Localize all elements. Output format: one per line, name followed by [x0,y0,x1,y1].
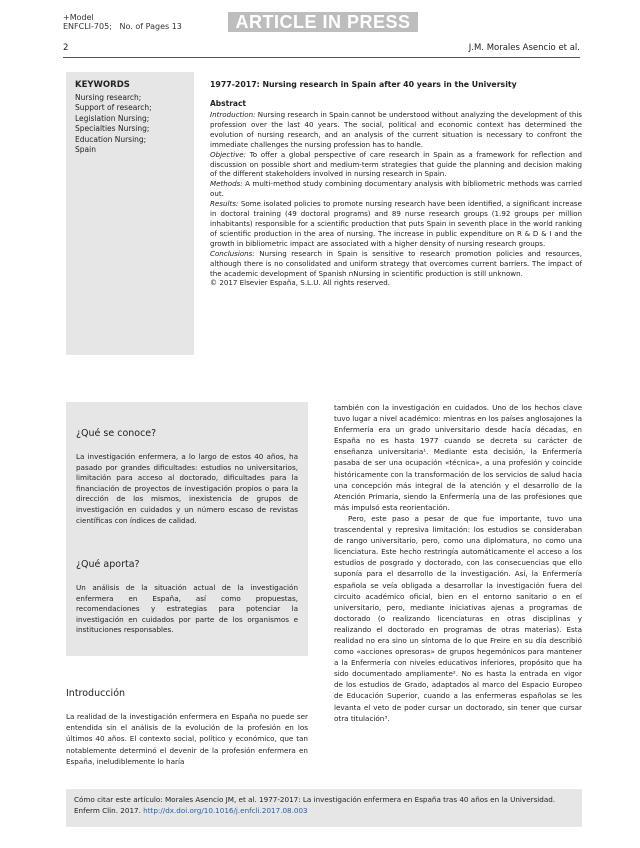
keywords-list [75,93,152,155]
model-label: +Model [63,13,94,22]
abstract-methods: Methods: A multi-method study combining documentary analysis with bibliometric methods was carried out. [210,179,582,199]
running-authors: J.M. Morales Asencio et al. [468,43,580,53]
body-paragraph: también con la investigación en cuidados. Uno de los hechos clave tuvo lugar a nivel académico: mientras en los países anglosajones la Enfermería era un grado universitario desde hacía décadas, en España no es hasta 1977 cuando se decreta su carácter de enseñanza universitaria¹. Mediante esta decisión, la Enfermería pasaba de ser una ocupación «técnica», a una profesión y coincide históricamente con la transformación de los servicios de salud hacia una concepción más integral de la atención y el desarrollo de la Atención Primaria, siendo la Enfermería una de las profesiones que más impulsó esta reorientación. [334,403,582,512]
keyword-item: Nursing research; [75,93,142,102]
introduction-heading: Introducción [66,688,126,699]
article-in-press-banner [228,12,418,32]
copyright-line: © 2017 Elsevier España, S.L.U. All rights reserved. [210,278,391,288]
abstract-conclusions: Conclusions: Nursing research in Spain is sensitive to research promotion policies and resources, although there is no consolidated and uniform strategy that overcomes current barriers. The impact of the academic development of Spanish nNursing in scientific production is still unknown. [210,248,582,278]
keyword-item: Specialties Nursing; [75,124,150,134]
known-text: La investigación enfermera, a lo largo de estos 40 años, ha pasado por grandes dificultades: estudios no universitarios, limitación para acceso al doctorado, dificultades para la financiación de proyectos de investigación propios o para la dirección de los mismos, inexistencia de grupos de investigación en cuidados y un número escaso de revistas científicas con índices de calidad. [76,452,298,525]
keyword-item: Legislation Nursing; [75,113,150,123]
summary-box [66,402,308,656]
page-count: No. of Pages 13 [119,22,182,31]
body-right-column [334,402,582,724]
header-divider [63,57,580,58]
page-number: 2 [63,43,69,53]
doi-link[interactable]: http://dx.doi.org/10.1016/j.enfcli.2017.08.003 [143,806,308,815]
keywords-box [66,72,194,355]
article-ref: ENFCLI-705; [63,22,112,31]
citation-text: Cómo citar este artículo: Morales Asencio JM, et al. 1977-2017: La investigación enfermera en España tras 40 años en la Universidad. Enferm Clin. 2017. http://dx.doi.org/10.1016/j.enfcli.2017.08.003 [74,795,556,815]
abstract-heading: Abstract [210,99,247,108]
adds-text: Un análisis de la situación actual de la investigación enfermera en España, así como propuestas, recomendaciones y estrategias para potenciar la investigación en cuidados por parte de los organismos e instituciones responsables. [76,583,298,635]
introduction-paragraph: La realidad de la investigación enfermera en España no puede ser entendida sin el análisis de la evolución de la profesión en los últimos 40 años. El contexto social, político y económico, que tan notablemente determinó el devenir de la profesión enfermera en España, ineludiblemente lo haría [66,712,308,766]
abstract-results: Results: Some isolated policies to promote nursing research have been identified, a significant increase in doctoral training (49 doctoral programs) and 89 nurse research groups (1.92 groups per million inhabitants) responsible for a scientific production that puts Spain in seventh place in the world ranking of scientific production in the area of nursing. The increase in public expenditure on R & D & I and the growth in bibliometric impact are associated with a higher density of nursing research groups. [210,199,582,248]
abstract-section [210,80,582,288]
known-heading: ¿Qué se conoce? [76,428,157,439]
banner-label: ARTICLE IN PRESS [235,12,411,32]
keyword-item: Support of research; [75,103,152,113]
keyword-item: Spain [75,145,96,155]
abstract-objective: Objective: To offer a global perspective of care research in Spain as a framework for reflection and discussion on possible short and medium-term strategies that guide the planning and decision making of the different stakeholders involved in nursing research in Spain. [210,149,582,179]
body-paragraph: Pero, este paso a pesar de que fue importante, tuvo una trascendental y represiva limitación: los estudios se consideraban de rango universitario, pero, como una diplomatura, no como una licenciatura. Este hecho restringía automáticamente el acceso a los estudios de posgrado y doctorado, con las consecuencias que ello suponía para el desarrollo de la investigación. Así, la Enfermería española se veía obligada a desarrollar la investigación fuera del circuito académico oficial, bien en el entorno sanitario o en el universitario, pero, mediante iniciativas ajenas a programas de doctorado (o realizando licenciaturas en otras disciplinas y realizando el doctorado en programas de otras materias). Esta realidad no era sino un síntoma de lo que Freire en su día describió como «acciones opresoras» de grupos hegemónicos para mantener a la Enfermería con niveles educativos inferiores, propósito que ha sido documentado ampliamente². No es hasta la entrada en vigor de los estudios de Grado, adaptados al marco del Espacio Europeo de Educación Superior, cuando a las enfermeras españolas se les levanta el veto de poder cursar un doctorado, sin tener que cursar otra titulación³. [334,513,582,723]
journal-header-meta [63,13,182,31]
keyword-item: Education Nursing; [75,134,147,144]
abstract-introduction: Introduction: Nursing research in Spain cannot be understood without analyzing the development of this profession over the last 40 years. The social, political and economic context has determined the evolution of nursing research, and an analysis of the current situation is necessary to confront the immediate challenges the nursing profession has to handle. [210,110,582,149]
adds-heading: ¿Qué aporta? [76,559,140,570]
article-title: 1977-2017: Nursing research in Spain after 40 years in the University [210,80,517,89]
keywords-title: KEYWORDS [75,80,130,90]
citation-box [66,789,582,827]
